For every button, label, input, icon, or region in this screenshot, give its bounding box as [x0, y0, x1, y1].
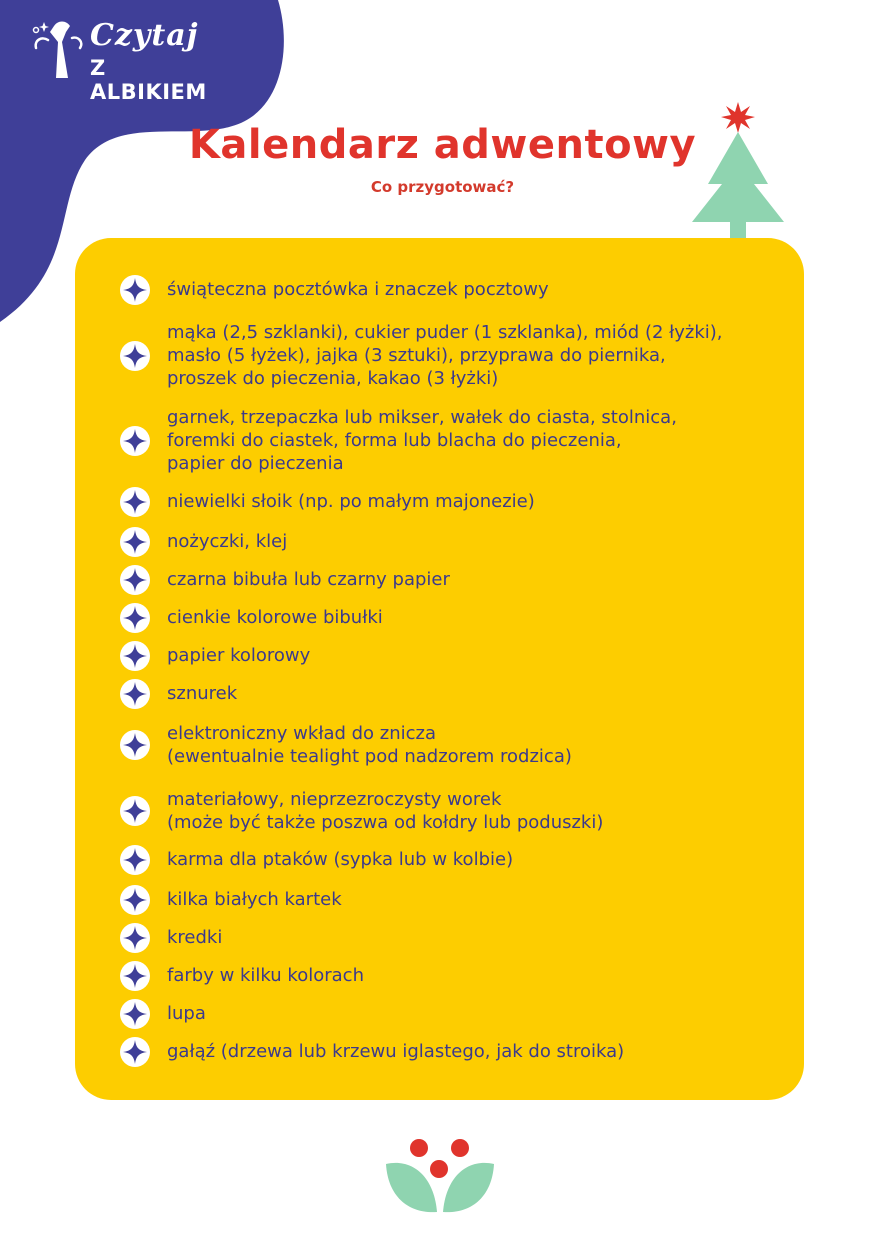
- checklist-item: [75, 1040, 804, 1063]
- star-bullet-icon: [119, 564, 151, 596]
- logo-text-czytaj: Czytaj: [90, 18, 199, 53]
- christmas-tree-icon: [688, 98, 788, 243]
- logo-text-albikiem: Z ALBIKIEM: [90, 56, 207, 104]
- star-bullet-icon: [119, 960, 151, 992]
- star-bullet-icon: [119, 729, 151, 761]
- checklist-item: [75, 788, 804, 834]
- checklist-item: [75, 1002, 804, 1025]
- checklist-item: [75, 490, 804, 513]
- checklist-item: [75, 278, 804, 301]
- checklist-item-text: garnek, trzepaczka lub mikser, wałek do ciasta, stolnica, foremki do ciastek, forma lub blacha do pieczenia, papier do pieczenia: [167, 407, 677, 474]
- checklist-item: [75, 606, 804, 629]
- star-bullet-icon: [119, 1036, 151, 1068]
- checklist-item-text: karma dla ptaków (sypka lub w kolbie): [167, 849, 514, 870]
- checklist-item-text: czarna bibuła lub czarny papier: [167, 569, 450, 590]
- checklist-item-text: lupa: [167, 1003, 206, 1024]
- star-bullet-icon: [119, 884, 151, 916]
- checklist-item-text: niewielki słoik (np. po małym majonezie): [167, 491, 535, 512]
- checklist-item: [75, 530, 804, 553]
- checklist-item-text: papier kolorowy: [167, 645, 311, 666]
- checklist-item-text: farby w kilku kolorach: [167, 965, 364, 986]
- checklist-item-text: kredki: [167, 927, 223, 948]
- star-bullet-icon: [119, 795, 151, 827]
- star-bullet-icon: [119, 998, 151, 1030]
- star-bullet-icon: [119, 602, 151, 634]
- page-subtitle: Co przygotować?: [370, 178, 515, 196]
- magic-wand-icon: [28, 18, 88, 84]
- star-bullet-icon: [119, 678, 151, 710]
- checklist-item-text: świąteczna pocztówka i znaczek pocztowy: [167, 279, 549, 300]
- checklist-item: [75, 406, 804, 475]
- page-title: Kalendarz adwentowy: [188, 122, 697, 168]
- brand-logo[interactable]: [28, 18, 228, 104]
- checklist-item: [75, 682, 804, 705]
- checklist-item: [75, 321, 804, 390]
- checklist-item-text: kilka białych kartek: [167, 889, 342, 910]
- checklist-item: [75, 722, 804, 768]
- star-bullet-icon: [119, 274, 151, 306]
- checklist-item: [75, 926, 804, 949]
- checklist-item-text: nożyczki, klej: [167, 531, 288, 552]
- checklist-item-text: gałąź (drzewa lub krzewu iglastego, jak do stroika): [167, 1041, 625, 1062]
- checklist-item: [75, 964, 804, 987]
- star-bullet-icon: [119, 425, 151, 457]
- checklist-card: [75, 238, 804, 1100]
- holly-berries-icon: [382, 1136, 498, 1216]
- star-bullet-icon: [119, 486, 151, 518]
- star-bullet-icon: [119, 526, 151, 558]
- checklist-item-text: materiałowy, nieprzezroczysty worek (może być także poszwa od kołdry lub poduszki): [167, 789, 604, 833]
- star-bullet-icon: [119, 922, 151, 954]
- checklist-item-text: elektroniczny wkład do znicza (ewentualnie tealight pod nadzorem rodzica): [167, 723, 572, 767]
- checklist-item-text: sznurek: [167, 683, 238, 704]
- checklist-item: [75, 888, 804, 911]
- checklist-item: [75, 848, 804, 871]
- star-bullet-icon: [119, 340, 151, 372]
- checklist-item-text: mąka (2,5 szklanki), cukier puder (1 szklanka), miód (2 łyżki), masło (5 łyżek), jajka (3 sztuki), przyprawa do piernika, proszek do pieczenia, kakao (3 łyżki): [167, 322, 723, 389]
- star-bullet-icon: [119, 844, 151, 876]
- checklist-item: [75, 568, 804, 591]
- star-bullet-icon: [119, 640, 151, 672]
- checklist-item-text: cienkie kolorowe bibułki: [167, 607, 383, 628]
- checklist-item: [75, 644, 804, 667]
